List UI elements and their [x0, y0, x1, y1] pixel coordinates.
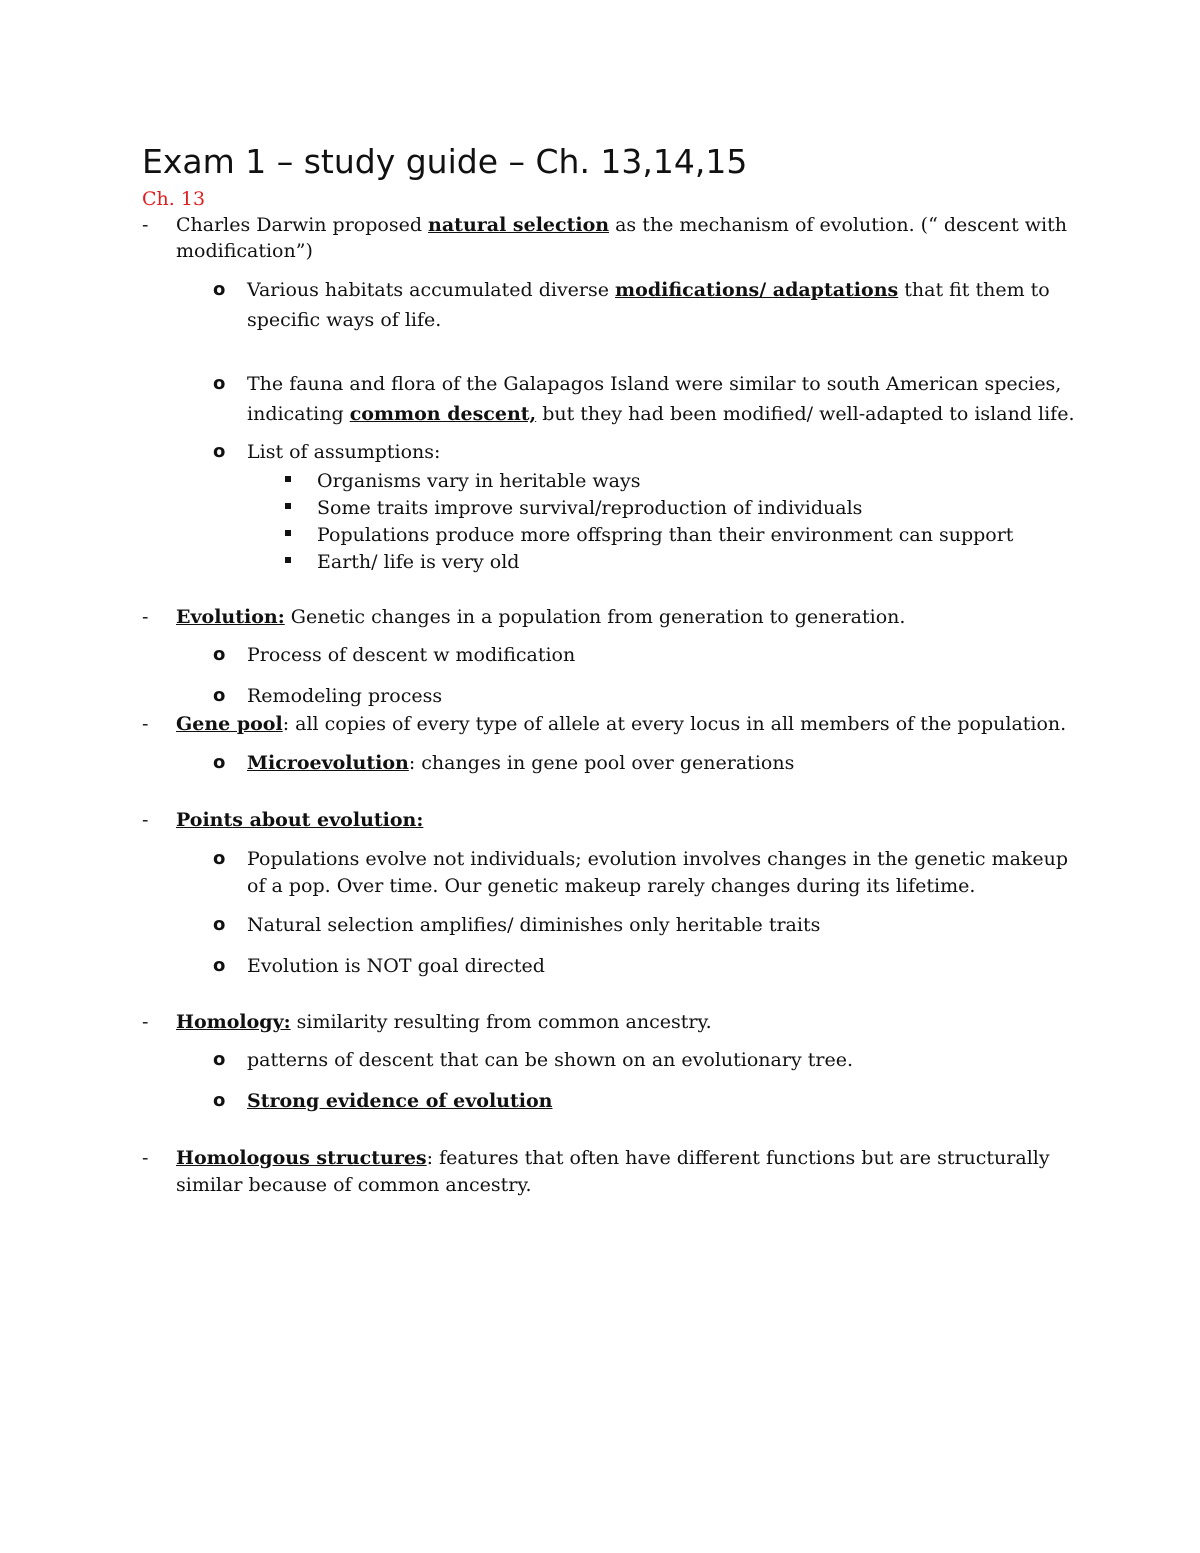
points-item-1-line-1: Populations evolve not individuals; evolution involves changes in the genetic makeup: [247, 848, 1069, 870]
term-natural-selection: natural selection: [428, 214, 610, 236]
homologous-line-2: similar because of common ancestry.: [176, 1174, 532, 1196]
homology-definition: Homology: similarity resulting from common ancestry.: [176, 1011, 712, 1033]
evolution-definition: Evolution: Genetic changes in a population from generation to generation.: [176, 606, 906, 628]
microevolution-definition: Microevolution: changes in gene pool over generations: [247, 752, 795, 774]
term-gene-pool: Gene pool: [176, 713, 283, 735]
circle-bullet: o: [213, 373, 226, 394]
habitats-line-1: Various habitats accumulated diverse modifications/ adaptations that fit them to: [247, 279, 1050, 301]
assumption-item: Populations produce more offspring than their environment can support: [317, 524, 1014, 546]
circle-bullet: o: [213, 955, 226, 976]
square-bullet: [285, 530, 291, 536]
term-homology: Homology:: [176, 1011, 291, 1033]
dash-bullet: -: [142, 214, 149, 236]
square-bullet: [285, 476, 291, 482]
circle-bullet: o: [213, 752, 226, 773]
term-evolution: Evolution:: [176, 606, 285, 628]
evolution-sub-1: Process of descent w modification: [247, 644, 576, 666]
term-modifications-adaptations: modifications/ adaptations: [615, 279, 899, 301]
dash-bullet: -: [142, 1011, 149, 1033]
darwin-line-2: modification”): [176, 240, 313, 262]
circle-bullet: o: [213, 1090, 226, 1111]
points-heading: [176, 807, 423, 833]
assumption-item: Organisms vary in heritable ways: [317, 470, 641, 492]
square-bullet: [285, 557, 291, 563]
galapagos-line-2: indicating common descent, but they had been modified/ well-adapted to island life.: [247, 403, 1075, 425]
term-common-descent: common descent,: [349, 403, 537, 425]
dash-bullet: -: [142, 1147, 149, 1169]
dash-bullet: -: [142, 606, 149, 628]
assumption-item: Earth/ life is very old: [317, 551, 520, 573]
circle-bullet: o: [213, 279, 226, 300]
term-points-about-evolution: Points about evolution:: [176, 809, 424, 831]
dash-bullet: -: [142, 713, 149, 735]
points-item-3: Evolution is NOT goal directed: [247, 955, 545, 977]
darwin-line-1: Charles Darwin proposed natural selection as the mechanism of evolution. (“ descent with: [176, 214, 1068, 236]
habitats-line-2: specific ways of life.: [247, 309, 442, 331]
evolution-sub-2: Remodeling process: [247, 685, 443, 707]
points-item-2: Natural selection amplifies/ diminishes only heritable traits: [247, 914, 821, 936]
gene-pool-definition: Gene pool: all copies of every type of allele at every locus in all members of the population.: [176, 713, 1067, 735]
dash-bullet: -: [142, 809, 149, 831]
galapagos-line-1: The fauna and flora of the Galapagos Island were similar to south American species,: [247, 373, 1062, 395]
circle-bullet: o: [213, 1049, 226, 1070]
chapter-heading: Ch. 13: [142, 188, 206, 210]
homology-sub-2: [247, 1088, 552, 1114]
circle-bullet: o: [213, 914, 226, 935]
points-item-1-line-2: of a pop. Over time. Our genetic makeup rarely changes during its lifetime.: [247, 875, 976, 897]
term-microevolution: Microevolution: [247, 752, 409, 774]
circle-bullet: o: [213, 848, 226, 869]
circle-bullet: o: [213, 685, 226, 706]
assumption-item: Some traits improve survival/reproduction of individuals: [317, 497, 863, 519]
homologous-line-1: Homologous structures: features that often have different functions but are structurally: [176, 1147, 1050, 1169]
term-homologous-structures: Homologous structures: [176, 1147, 427, 1169]
square-bullet: [285, 503, 291, 509]
circle-bullet: o: [213, 644, 226, 665]
assumptions-label: List of assumptions:: [247, 441, 441, 463]
homology-sub-1: patterns of descent that can be shown on an evolutionary tree.: [247, 1049, 853, 1071]
circle-bullet: o: [213, 441, 226, 462]
term-strong-evidence: Strong evidence of evolution: [247, 1090, 553, 1112]
document-title: Exam 1 – study guide – Ch. 13,14,15: [142, 142, 748, 181]
